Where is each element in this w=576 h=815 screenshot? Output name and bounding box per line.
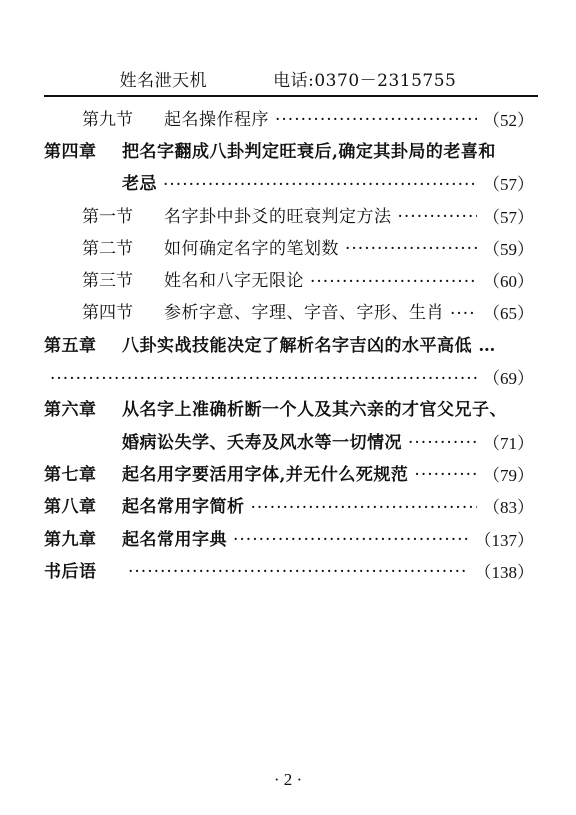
- toc-entry-title: 起名操作程序: [164, 109, 269, 130]
- toc-entry-title: 从名字上准确析断一个人及其六亲的才官父兄子、: [122, 400, 507, 421]
- header-phone: 电话:0370－2315755: [273, 70, 457, 91]
- toc-entry-chapter-4-continued: [44, 169, 534, 201]
- toc-entry-page: （137）: [474, 530, 534, 550]
- dot-leader: [408, 433, 477, 453]
- toc-entry-title: 起名用字要活用字体,并无什么死规范: [122, 464, 409, 485]
- toc-entry-chapter-7: [44, 459, 534, 491]
- toc-entry-chapter-6-continued: [44, 427, 534, 459]
- toc-entry-chapter-5-continued: [44, 362, 534, 394]
- toc-entry-title-continued: 婚病讼失学、夭寿及风水等一切情况: [122, 432, 402, 453]
- toc-entry-title-continued: 老忌: [122, 174, 157, 195]
- toc-entry-title: 名字卦中卦爻的旺衰判定方法: [164, 206, 392, 227]
- toc-entry-number: 第四章: [44, 141, 97, 162]
- toc-entry-afterword: [44, 556, 534, 588]
- toc-entry-page: （69）: [483, 369, 534, 389]
- toc-entry-number: 第三节: [82, 271, 133, 292]
- toc-entry-page: （138）: [474, 562, 534, 582]
- toc-entry-page: （83）: [483, 498, 534, 518]
- toc-entry-section-3: [44, 265, 534, 297]
- toc-entry-number: 第四节: [82, 303, 133, 324]
- toc-entry-number: 第二节: [82, 238, 133, 259]
- toc-entry-title: 起名常用字简析: [122, 497, 245, 518]
- toc-entry-number: 第一节: [82, 206, 133, 227]
- toc-entry-number: 第八章: [44, 497, 97, 518]
- dot-leader: [251, 498, 478, 518]
- toc-entry-number: 书后语: [44, 561, 97, 582]
- toc-entry-number: 第九章: [44, 529, 97, 550]
- dot-leader: [450, 304, 477, 324]
- toc-entry-section-9: [44, 104, 534, 136]
- toc-entry-chapter-6: [44, 395, 534, 427]
- toc-entry-section-4: [44, 298, 534, 330]
- toc-entry-page: （60）: [483, 272, 534, 292]
- toc-entry-chapter-8: [44, 492, 534, 524]
- dot-leader: [50, 369, 477, 389]
- toc-entry-page: （52）: [483, 110, 534, 130]
- toc-entry-title: 起名常用字典: [122, 529, 227, 550]
- toc-entry-page: （71）: [483, 433, 534, 453]
- page-number: · 2 ·: [273, 770, 303, 789]
- dot-leader: [310, 272, 477, 292]
- dot-leader: [275, 110, 477, 130]
- toc-entry-number: 第五章: [44, 335, 97, 356]
- dot-leader: [128, 562, 469, 582]
- toc-entry-title: 参析字意、字理、字音、字形、生肖: [164, 303, 444, 324]
- toc-entry-title: 姓名和八字无限论: [164, 271, 304, 292]
- toc-entry-number: 第九节: [82, 109, 133, 130]
- toc-entry-page: （57）: [483, 207, 534, 227]
- toc-entry-page: （59）: [483, 239, 534, 259]
- toc-entry-number: 第七章: [44, 464, 97, 485]
- toc-entry-section-2: [44, 233, 534, 265]
- dot-leader: [398, 207, 478, 227]
- table-of-contents: [44, 104, 534, 588]
- dot-leader: [345, 239, 477, 259]
- toc-entry-page: （79）: [483, 465, 534, 485]
- dot-leader: [233, 530, 469, 550]
- toc-entry-section-1: [44, 201, 534, 233]
- header-rule: [44, 95, 538, 97]
- toc-entry-title: 八卦实战技能决定了解析名字吉凶的水平高低 …: [122, 335, 496, 356]
- toc-entry-chapter-5: [44, 330, 534, 362]
- dot-leader: [163, 175, 477, 195]
- header-book-title: 姓名泄天机: [119, 70, 208, 91]
- toc-entry-title: 把名字翻成八卦判定旺衰后,确定其卦局的老喜和: [122, 141, 496, 162]
- toc-entry-chapter-9: [44, 524, 534, 556]
- toc-entry-chapter-4: [44, 136, 534, 168]
- running-header: [68, 66, 508, 90]
- toc-entry-title: 如何确定名字的笔划数: [164, 238, 339, 259]
- dot-leader: [414, 465, 477, 485]
- toc-entry-page: （57）: [483, 175, 534, 195]
- toc-entry-page: （65）: [483, 304, 534, 324]
- toc-entry-number: 第六章: [44, 400, 97, 421]
